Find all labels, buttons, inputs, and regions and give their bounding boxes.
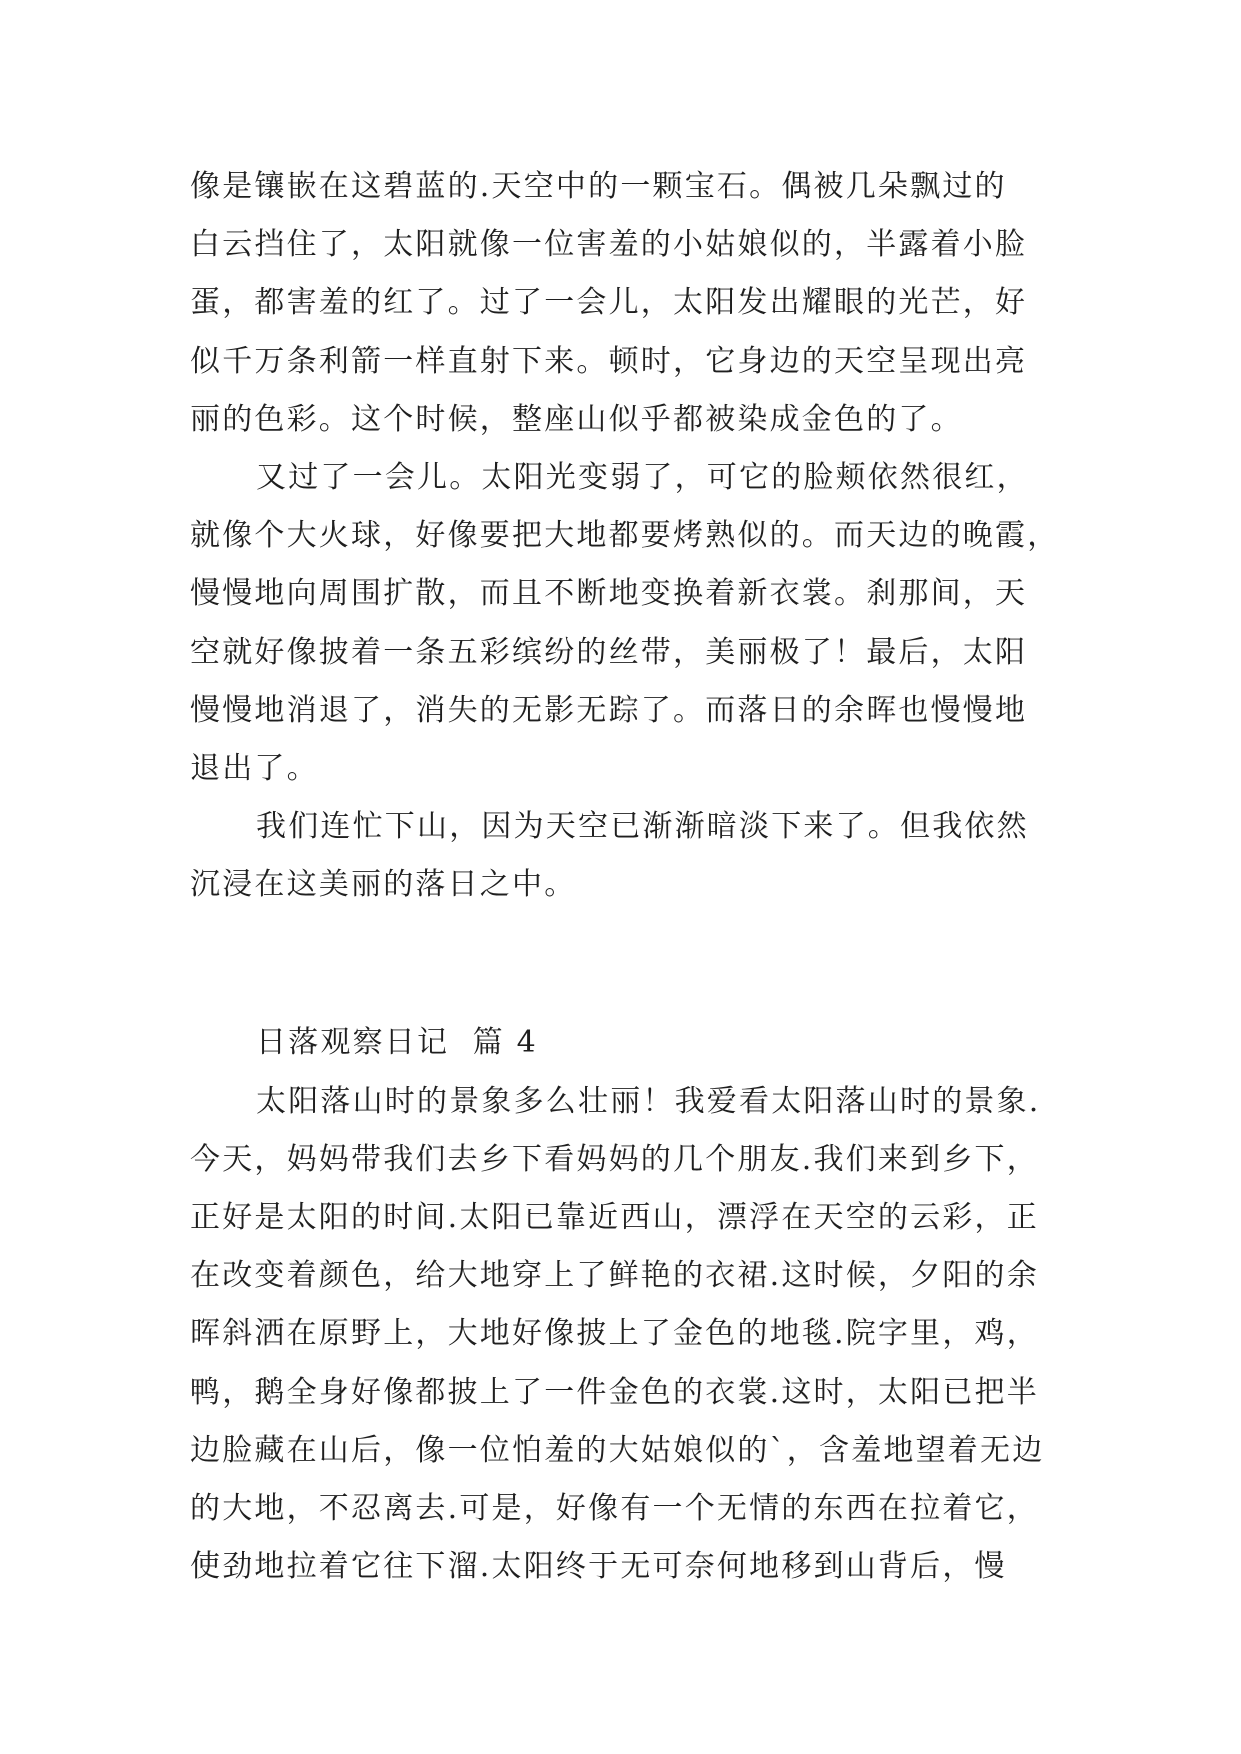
paragraph-4	[190, 1073, 1060, 1597]
text-line: 似千万条利箭一样直射下来。顿时，它身边的天空呈现出亮	[190, 343, 1028, 379]
text-line: 慢慢地消退了，消失的无影无踪了。而落日的余晖也慢慢地	[190, 692, 1028, 728]
text-line: 的大地，不忍离去.可是，好像有一个无情的东西在拉着它，	[190, 1490, 1039, 1526]
section-spacer	[190, 914, 1060, 1014]
text-line: 空就好像披着一条五彩缤纷的丝带，美丽极了！最后，太阳	[190, 634, 1028, 670]
paragraph-2	[190, 449, 1060, 798]
text-line: 边脸藏在山后，像一位怕羞的大姑娘似的`，含羞地望着无边	[190, 1432, 1045, 1468]
text-line: 白云挡住了，太阳就像一位害羞的小姑娘似的，半露着小脸	[190, 227, 1028, 263]
paragraph-3	[190, 798, 1060, 914]
document-body	[190, 158, 1060, 1596]
text-line: 又过了一会儿。太阳光变弱了，可它的脸颊依然很红，	[256, 459, 1029, 495]
text-line: 鸭，鹅全身好像都披上了一件金色的衣裳.这时，太阳已把半	[190, 1374, 1039, 1410]
text-line: 晖斜洒在原野上，大地好像披上了金色的地毯.院字里，鸡，	[190, 1316, 1039, 1352]
text-line: 沉浸在这美丽的落日之中。	[190, 867, 577, 903]
text-line: 使劲地拉着它往下溜.太阳终于无可奈何地移到山背后，慢	[190, 1549, 1007, 1585]
text-line: 我们连忙下山，因为天空已渐渐暗淡下来了。但我依然	[256, 809, 1029, 845]
text-line: 在改变着颜色，给大地穿上了鲜艳的衣裙.这时候，夕阳的余	[190, 1258, 1039, 1294]
text-line: 今天，妈妈带我们去乡下看妈妈的几个朋友.我们来到乡下，	[190, 1141, 1039, 1177]
text-line: 慢慢地向周围扩散，而且不断地变换着新衣裳。刹那间，天	[190, 576, 1028, 612]
text-line: 正好是太阳的时间.太阳已靠近西山，漂浮在天空的云彩，正	[190, 1200, 1039, 1235]
section-heading: 日落观察日记 篇 4	[256, 1025, 538, 1061]
text-line: 退出了。	[190, 750, 319, 786]
text-line: 蛋，都害羞的红了。过了一会儿，太阳发出耀眼的光芒，好	[190, 285, 1028, 321]
text-line: 就像个大火球，好像要把大地都要烤熟似的。而天边的晚霞，	[190, 518, 1060, 554]
text-line: 像是镶嵌在这碧蓝的.天空中的一颗宝石。偶被几朵飘过的	[190, 169, 1007, 204]
paragraph-1	[190, 158, 1060, 449]
text-line: 丽的色彩。这个时候，整座山似乎都被染成金色的了。	[190, 401, 963, 437]
text-line: 太阳落山时的景象多么壮丽！我爱看太阳落山时的景象.	[256, 1083, 1041, 1119]
